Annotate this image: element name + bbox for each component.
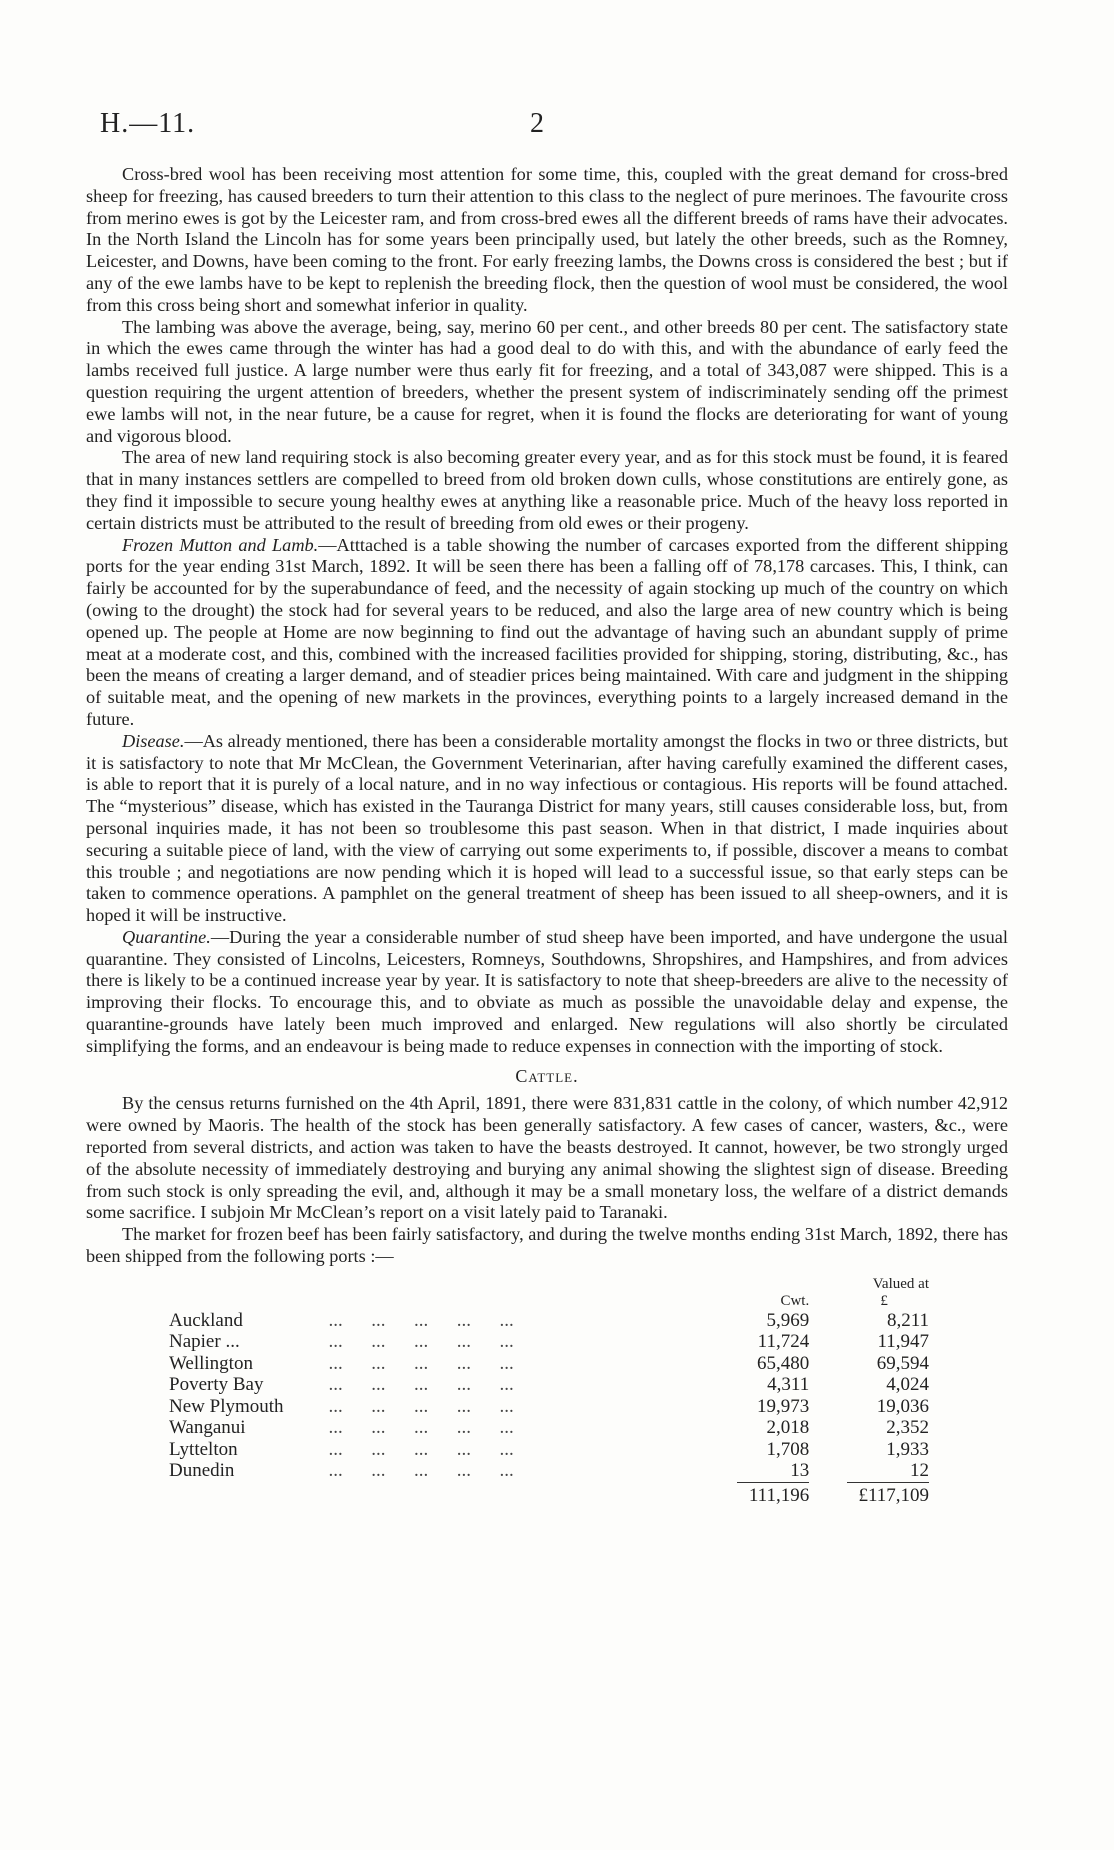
paragraph-frozen-mutton	[86, 535, 1008, 731]
cwt-header: Cwt.	[780, 1292, 810, 1309]
value-header-line1: Valued at	[872, 1275, 929, 1292]
pound-value: 4,024	[886, 1374, 929, 1396]
table-header-row	[169, 1276, 929, 1310]
pound-value: 19,036	[876, 1395, 929, 1417]
paragraph-census: By the census returns furnished on the 4th April, 1891, there were 831,831 cattle in the colony, of which number 42,912 were owned by Maoris. The health of the stock has been generally satisfactory. A few cases of cancer, wasters, &c., were reported from several districts, and action was taken to have the beasts destroyed. It cannot, however, be two strongly urged of the absolute necessity of immediately destroying and burying any animal showing the slightest sign of disease. Breeding from such stock is only spreading the evil, and, although it may be a small monetary loss, the welfare of a district demands some sacrifice. I subjoin Mr McClean’s report on a visit lately paid to Taranaki.	[86, 1093, 1008, 1223]
pound-value: 8,211	[886, 1309, 929, 1331]
leader-header	[329, 1276, 738, 1310]
paragraph-cross-bred-wool: Cross-bred wool has been receiving most attention for some time, this, coupled with the great demand for cross-bred sheep for freezing, has caused breeders to turn their attention to this class to the neglect of pure merinoes. The favourite cross from merino ewes is got by the Leicester ram, and from cross-bred ewes all the different breeds of rams have their advocates. In the North Island the Lincoln has for some years been principally used, but lately the other breeds, such as the Romney, Leicester, and Downs, have been coming to the front. For early freezing lambs, the Downs cross is considered the best ; but if any of the ewe lambs have to be kept to replenish the breeding flock, then the question of wool must be considered, the wool from this cross being short and somewhat inferior in quality.	[86, 164, 1008, 315]
paragraph-lambing: The lambing was above the average, being, say, merino 60 per cent., and other breeds 80 per cent. The satisfactory state in which the ewes came through the winter has had a good deal to do with this, and with the abundance of early feed the lambs received full justice. A large number were thus early fit for freezing, and a total of 343,087 were shipped. This is a question requiring the urgent attention of breeders, whether the present system of indiscriminately sending off the primest ewe lambs will not, in the near future, be a cause for regret, when it is found the flocks are deteriorating for want of young and vigorous blood.	[86, 316, 1008, 446]
leader-dots: ... ... ... ... ...	[328, 1352, 514, 1374]
cwt-value: 13	[790, 1460, 810, 1482]
cwt-total-rule	[737, 1482, 809, 1483]
leader-dots: ... ... ... ... ...	[328, 1460, 514, 1482]
document-reference: H.—11.	[100, 108, 196, 139]
cwt-value: 5,969	[766, 1309, 810, 1331]
leader-dots: ... ... ... ... ...	[328, 1417, 514, 1439]
table-row	[169, 1439, 929, 1461]
cwt-value: 65,480	[756, 1352, 810, 1374]
frozen-beef-table	[169, 1276, 929, 1507]
leader-dots: ... ... ... ... ...	[328, 1438, 514, 1460]
table-total-row	[169, 1485, 929, 1507]
port-header	[169, 1276, 329, 1310]
cwt-value: 2,018	[766, 1417, 810, 1439]
frozen-mutton-lead: Frozen Mutton and Lamb.	[122, 534, 319, 555]
page-header	[100, 108, 1014, 148]
table-row	[169, 1310, 929, 1332]
pound-value: 12	[910, 1460, 929, 1482]
port-name: Auckland	[169, 1309, 243, 1331]
table-row	[169, 1460, 929, 1482]
section-heading-cattle: Cattle.	[515, 1065, 579, 1086]
port-name: Lyttelton	[169, 1438, 238, 1460]
total-value: £117,109	[858, 1484, 929, 1506]
paragraph-quarantine	[86, 927, 1008, 1058]
quarantine-lead: Quarantine.	[122, 926, 211, 947]
table-row	[169, 1417, 929, 1439]
quarantine-text: —During the year a considerable number of stud sheep have been imported, and have undergone the usual quarantine. They consisted of Lincolns, Leicesters, Romneys, Southdowns, Shropshires, and Hampshires, and from advices there is likely to be a continued increase year by year. It is satisfactory to note that sheep-breeders are alive to the necessity of improving their flocks. To encourage this, and to obviate as much as possible the unavoidable delay and expense, the quarantine-grounds have lately been much improved and enlarged. New regulations will also shortly be circulated simplifying the forms, and an endeavour is being made to reduce expenses in connection with the importing of stock.	[86, 926, 1008, 1056]
leader-dots: ... ... ... ... ...	[328, 1395, 514, 1417]
cwt-value: 11,724	[757, 1331, 810, 1353]
cwt-value: 1,708	[766, 1438, 810, 1460]
value-header	[809, 1276, 929, 1310]
table-row	[169, 1396, 929, 1418]
paragraph-disease	[86, 731, 1008, 927]
port-name: Wellington	[169, 1352, 253, 1374]
port-name: Wanganui	[169, 1417, 246, 1439]
paragraph-new-land: The area of new land requiring stock is also becoming greater every year, and as for this stock must be found, it is feared that in many instances settlers are compelled to breed from old broken down culls, whose constitutions are entirely gone, as they find it impossible to secure young healthy ewes at anything like a reasonable price. Much of the heavy loss reported in certain districts must be attributed to the result of breeding from old ewes or their progeny.	[86, 447, 1008, 533]
table-body	[169, 1310, 929, 1482]
port-name: Dunedin	[169, 1460, 235, 1482]
cwt-value: 19,973	[756, 1395, 810, 1417]
frozen-mutton-text: —Atttached is a table showing the number of carcases exported from the different shipping ports for the year ending 31st March, 1892. It will be seen there has been a falling off of 78,178 carcases. This, I think, can fairly be accounted for by the superabundance of feed, and the necessity of again stocking up much of the country on which (owing to the drought) the stock had for several years to be reduced, and also the large area of new country which is being opened up. The people at Home are now beginning to find out the advantage of having such an abundant supply of prime meat at a moderate cost, and this, combined with the increased facilities provided for shipping, storing, distributing, &c., has been the means of creating a larger demand, and of steadier prices being maintained. With care and judgment in the shipping of suitable meat, and the opening of new markets in the provinces, everything points to a largely increased demand in the future.	[86, 534, 1009, 729]
leader-dots: ... ... ... ... ...	[328, 1309, 514, 1331]
cwt-rule-cell	[737, 1482, 809, 1485]
disease-text: —As already mentioned, there has been a considerable mortality amongst the flocks in two or three districts, but it is satisfactory to note that Mr McClean, the Government Veterinarian, after having carefully examined the different cases, is able to report that it is purely of a local nature, and in no way infectious or contagious. His reports will be found attached. The “mysterious” disease, which has existed in the Tauranga District for many years, still causes considerable loss, but, from personal inquiries made, it has not been so troublesome this past season. When in that district, I made inquiries about securing a suitable piece of land, with the view of carrying out some experiments to, if possible, discover a means to combat this trouble ; and negotiations are now pending which it is hoped will lead to a successful issue, so that early steps can be taken to commence operations. A pamphlet on the general treatment of sheep has been issued to all sheep-owners, and it is hoped it will be instructive.	[86, 730, 1008, 926]
total-cwt: 111,196	[748, 1484, 810, 1506]
leader-dots: ... ... ... ... ...	[328, 1374, 514, 1396]
pound-value: 1,933	[886, 1438, 929, 1460]
disease-lead: Disease.	[122, 730, 185, 751]
page-number: 2	[530, 108, 544, 139]
pound-value: 69,594	[876, 1352, 929, 1374]
table-row	[169, 1331, 929, 1353]
value-total-rule	[847, 1482, 929, 1483]
value-rule-cell	[809, 1482, 929, 1485]
table-row	[169, 1374, 929, 1396]
document-body	[86, 164, 1008, 1506]
port-name: Napier ...	[169, 1331, 240, 1353]
frozen-beef-table-wrap	[169, 1276, 929, 1507]
port-name: New Plymouth	[169, 1395, 284, 1417]
port-name: Poverty Bay	[169, 1374, 264, 1396]
paragraph-frozen-beef: The market for frozen beef has been fairly satisfactory, and during the twelve months ending 31st March, 1892, there has been shipped from the following ports :—	[86, 1224, 1008, 1267]
value-header-line2: £	[880, 1292, 888, 1309]
pound-value: 11,947	[877, 1331, 929, 1353]
pound-value: 2,352	[886, 1417, 929, 1439]
leader-dots: ... ... ... ... ...	[328, 1331, 514, 1353]
table-row	[169, 1353, 929, 1375]
cwt-value: 4,311	[767, 1374, 810, 1396]
